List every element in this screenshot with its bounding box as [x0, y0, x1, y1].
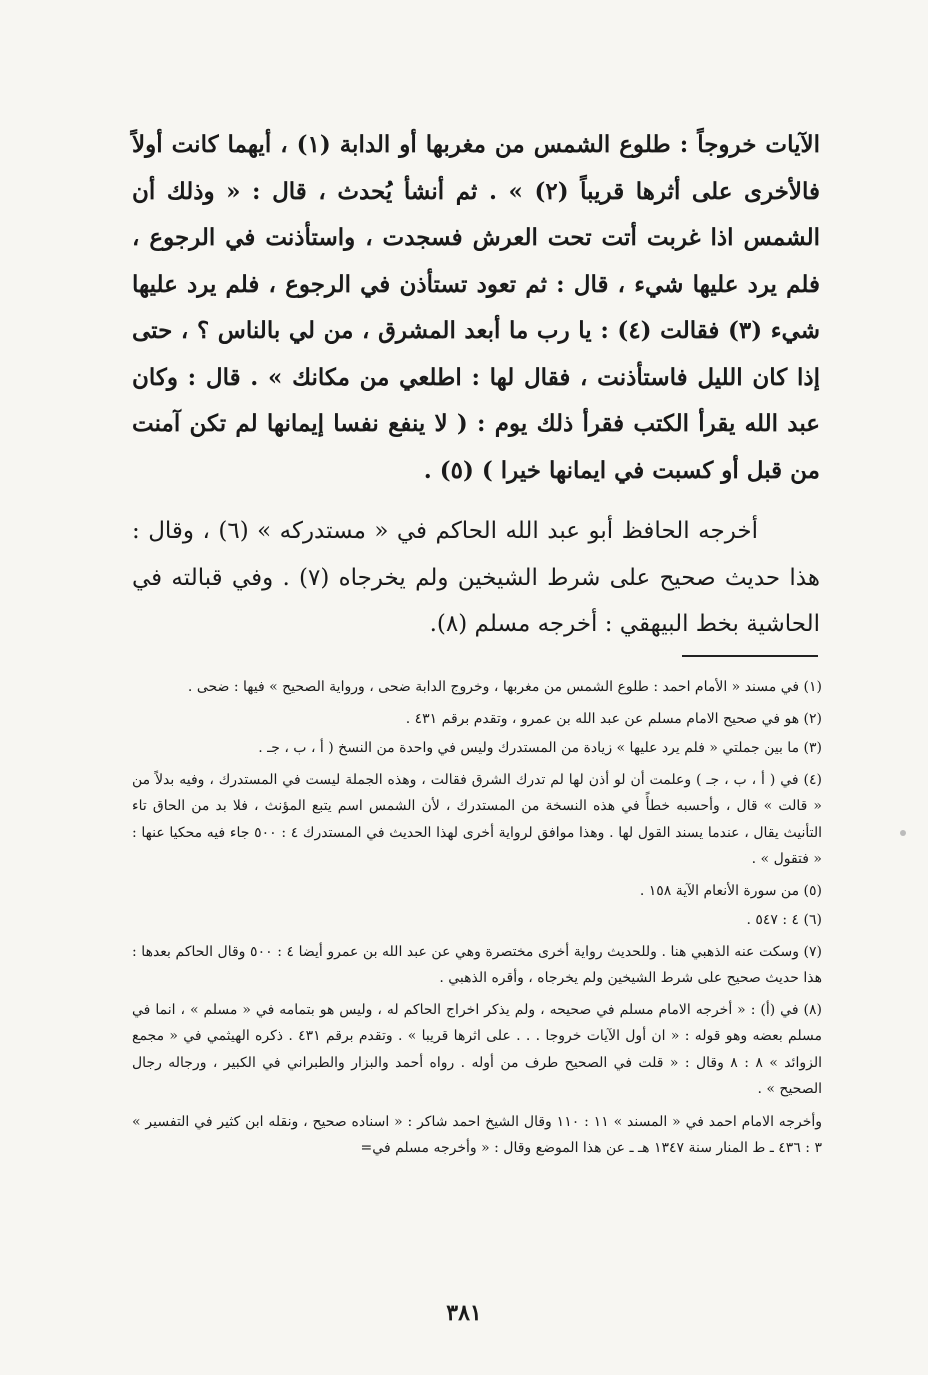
footnotes: [132, 674, 822, 1162]
body-paragraph-1: الآيات خروجاً : طلوع الشمس من مغربها أو الدابة (١) ، أيهما كانت أولاً فالأخرى على أثرها قريباً (٢) » . ثم أنشأ يُحدث ، قال : « وذلك أن الشمس اذا غربت أتت تحت العرش فسجدت ، واستأذنت في الرجوع ، فلم يرد عليها شيء ، قال : ثم تعود تستأذن في الرجوع ، فلم يرد عليها شيء (٣) فقالت (٤) : يا رب ما أبعد المشرق ، من لي بالناس ؟ ، حتى إذا كان الليل فاستأذنت ، فقال لها : اطلعي من مكانك » . قال : وكان عبد الله يقرأ الكتب فقرأ ذلك يوم : ( لا ينفع نفسا إيمانها لم تكن آمنت من قبل أو كسبت في ايمانها خيرا ) (٥) .: [132, 131, 820, 484]
body-paragraph-2: أخرجه الحافظ أبو عبد الله الحاكم في « مستدركه » (٦) ، وقال : هذا حديث صحيح على شرط الشيخين ولم يخرجاه (٧) . وفي قبالته في الحاشية بخط البيهقي : أخرجه مسلم (٨).: [132, 518, 820, 637]
footnote-8: [132, 997, 822, 1103]
footnote-number: (٤): [803, 771, 822, 788]
footnote-number: (٢): [803, 710, 822, 727]
footnote-number: (٨): [803, 1001, 823, 1018]
footnote-text: في ( أ ، ب ، جـ ) وعلمت أن لو أذن لها لم تدرك الشرق فقالت ، وهذه الجملة ليست في المستدرك ، وفيه بدلاً من « قالت » قال ، وأحسبه خطأً في هذه النسخة من المستدرك ، لأن الشمس اسم يتبع المؤنث ، فلا بد من الحاق تاء التأنيث يقال ، عندما يسند القول لها . وهذا موافق لرواية أخرى لهذا الحديث في المستدرك ٤ : ٥٠٠ جاء فيه محكيا عنها : « فتقول » .: [132, 771, 822, 867]
footnote-7: [132, 939, 822, 992]
footnote-text: ٤ : ٥٤٧ .: [746, 912, 800, 928]
footnote-text: من سورة الأنعام الآية ١٥٨ .: [639, 882, 800, 899]
footnote-number: (٥): [803, 882, 822, 899]
footnote-text: ما بين جملتي « فلم يرد عليها » زيادة من المستدرك وليس في واحدة من النسخ ( أ ، ب ، جـ .: [258, 740, 800, 756]
footnote-6: [132, 907, 822, 934]
footnote-4: [132, 767, 822, 873]
footnote-text: هو في صحيح الامام مسلم عن عبد الله بن عمرو ، وتقدم برقم ٤٣١ .: [405, 710, 800, 727]
paper-speck: [900, 830, 906, 836]
footnote-text: في (أ) : « أخرجه الامام مسلم في صحيحه ، ولم يذكر اخراج الحاكم له ، وليس هو بتمامه في « مسلم » ، انما في مسلم بعضه وهو قوله : « ان أول الآيات خروجا . . . على اثرها قريبا » . وتقدم برقم ٤٣١ . ذكره الهيثمي في « مجمع الزوائد » ٨ : ٨ وقال : « قلت في الصحيح طرف من أوله . رواه أحمد والبزار والطبراني في الكبير ، ورجاله رجال الصحيح » .: [132, 1001, 822, 1097]
footnote-number: (٦): [803, 912, 822, 928]
footnote-2: [132, 706, 822, 733]
page-number: ٣٨١: [446, 1300, 482, 1326]
footnote-number: (٣): [803, 740, 822, 756]
footnote-separator: [682, 655, 818, 657]
footnote-3: [132, 735, 822, 762]
footnote-number: (١): [803, 679, 822, 695]
footnote-text: في مسند « الأمام احمد : طلوع الشمس من مغربها ، وخروج الدابة ضحى ، ورواية الصحيح » فيها : ضحى .: [187, 679, 800, 695]
footnote-continuation: وأخرجه الامام احمد في « المسند » ١١ : ١١٠ وقال الشيخ احمد شاكر : « اسناده صحيح ، ونقله ابن كثير في التفسير » ٣ : ٤٣٦ ـ ط المنار سنة ١٣٤٧ هـ ـ عن هذا الموضع وقال : « وأخرجه مسلم في=: [132, 1113, 822, 1156]
footnote-1: [132, 674, 822, 701]
footnote-5: [132, 878, 822, 905]
main-text: [132, 122, 820, 648]
footnote-text: وسكت عنه الذهبي هنا . وللحديث رواية أخرى مختصرة وهي عن عبد الله بن عمرو أيضا ٤ : ٥٠٠ وقال الحاكم بعدها : هذا حديث صحيح على شرط الشيخين ولم يخرجاه ، وأقره الذهبي .: [132, 943, 822, 986]
footnote-number: (٧): [803, 943, 823, 960]
